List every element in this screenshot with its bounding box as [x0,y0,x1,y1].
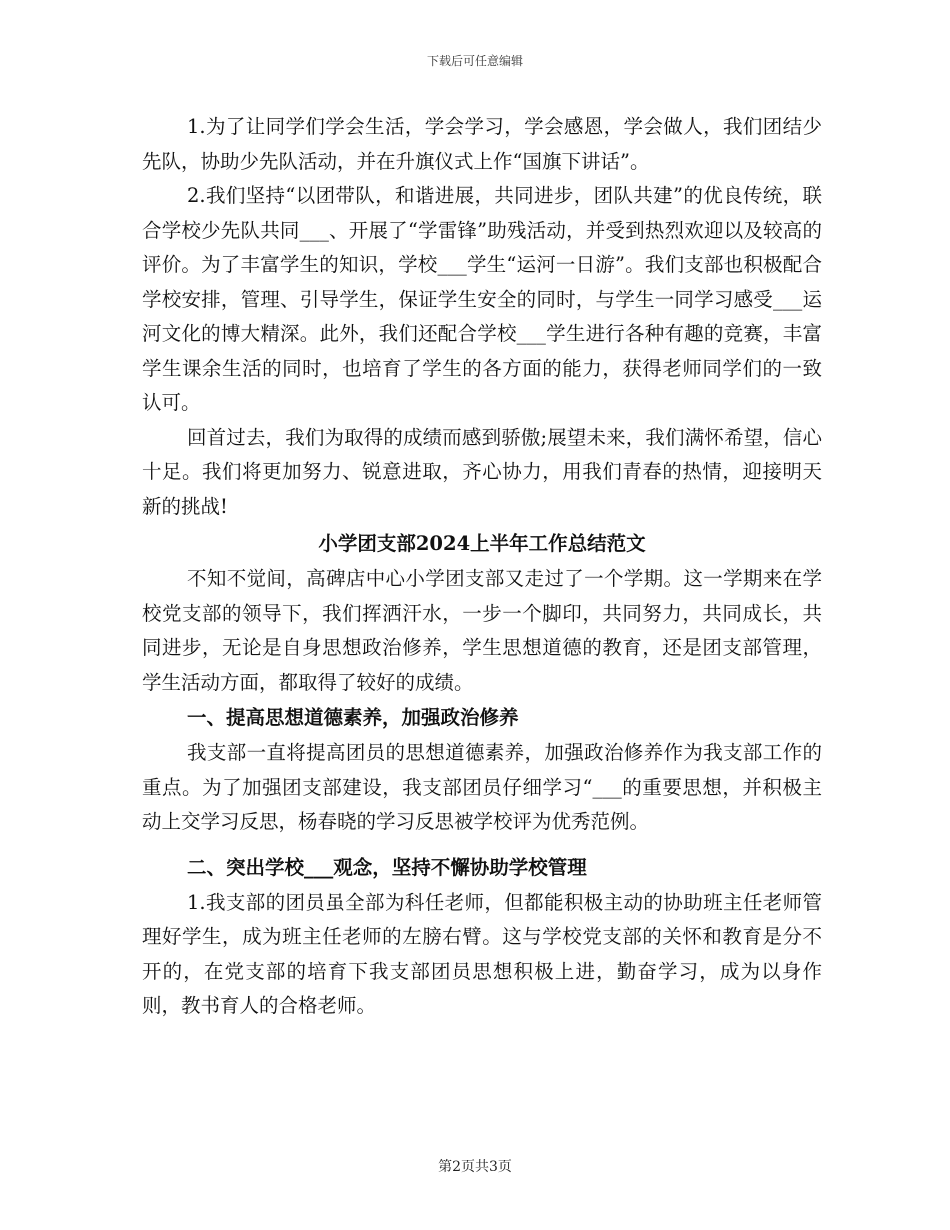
document-title: 小学团支部2024上半年工作总结范文 [318,532,646,555]
section-heading-1: 一、提高思想道德素养，加强政治修养 [187,706,519,729]
paragraph-6: 1.我支部的团员虽全部为科任老师，但都能积极主动的协助班主任老师管理好学生，成为班主任老师的左膀右臂。这与学校党支部的关怀和教育是分不开的，在党支部的培育下我支部团员思想积极上进，勤奋学习，成为以身作则，教书育人的合格老师。 [142,890,822,1017]
paragraph-4: 不知不觉间，高碑店中心小学团支部又走过了一个学期。这一学期来在学校党支部的领导下，我们挥洒汗水，一步一个脚印，共同努力，共同成长，共同进步，无论是自身思想政治修养，学生思想道德的教育，还是团支部管理，学生活动方面，都取得了较好的成绩。 [142,567,822,694]
section-heading-2: 二、突出学校___观念，坚持不懈协助学校管理 [187,855,587,879]
paragraph-2: 2.我们坚持“以团带队，和谐进展，共同进步，团队共建”的优良传统，联合学校少先队共同___、开展了“学雷锋”助残活动，并受到热烈欢迎以及较高的评价。为了丰富学生的知识，学校___学生“运河一日游”。我们支部也积极配合学校安排，管理、引导学生，保证学生安全的同时，与学生一同学习感受___运河文化的博大精深。此外，我们还配合学校___学生进行各种有趣的竞赛，丰富学生课余生活的同时，也培育了学生的各方面的能力，获得老师同学们的一致认可。 [142,184,822,414]
document-body [142,110,822,1024]
paragraph-1: 1.为了让同学们学会生活，学会学习，学会感恩，学会做人，我们团结少先队，协助少先队活动，并在升旗仪式上作“国旗下讲话”。 [142,115,822,173]
paragraph-3: 回首过去，我们为取得的成绩而感到骄傲;展望未来，我们满怀希望，信心十足。我们将更加努力、锐意进取，齐心协力，用我们青春的热情，迎接明天新的挑战! [142,425,822,518]
page-footer: 第2页共3页 [438,1159,512,1175]
page-header: 下载后可任意编辑 [426,54,523,68]
paragraph-5: 我支部一直将提高团员的思想道德素养，加强政治修养作为我支部工作的重点。为了加强团支部建设，我支部团员仔细学习“___的重要思想，并积极主动上交学习反思，杨春晓的学习反思被学校评为优秀范例。 [142,741,822,833]
